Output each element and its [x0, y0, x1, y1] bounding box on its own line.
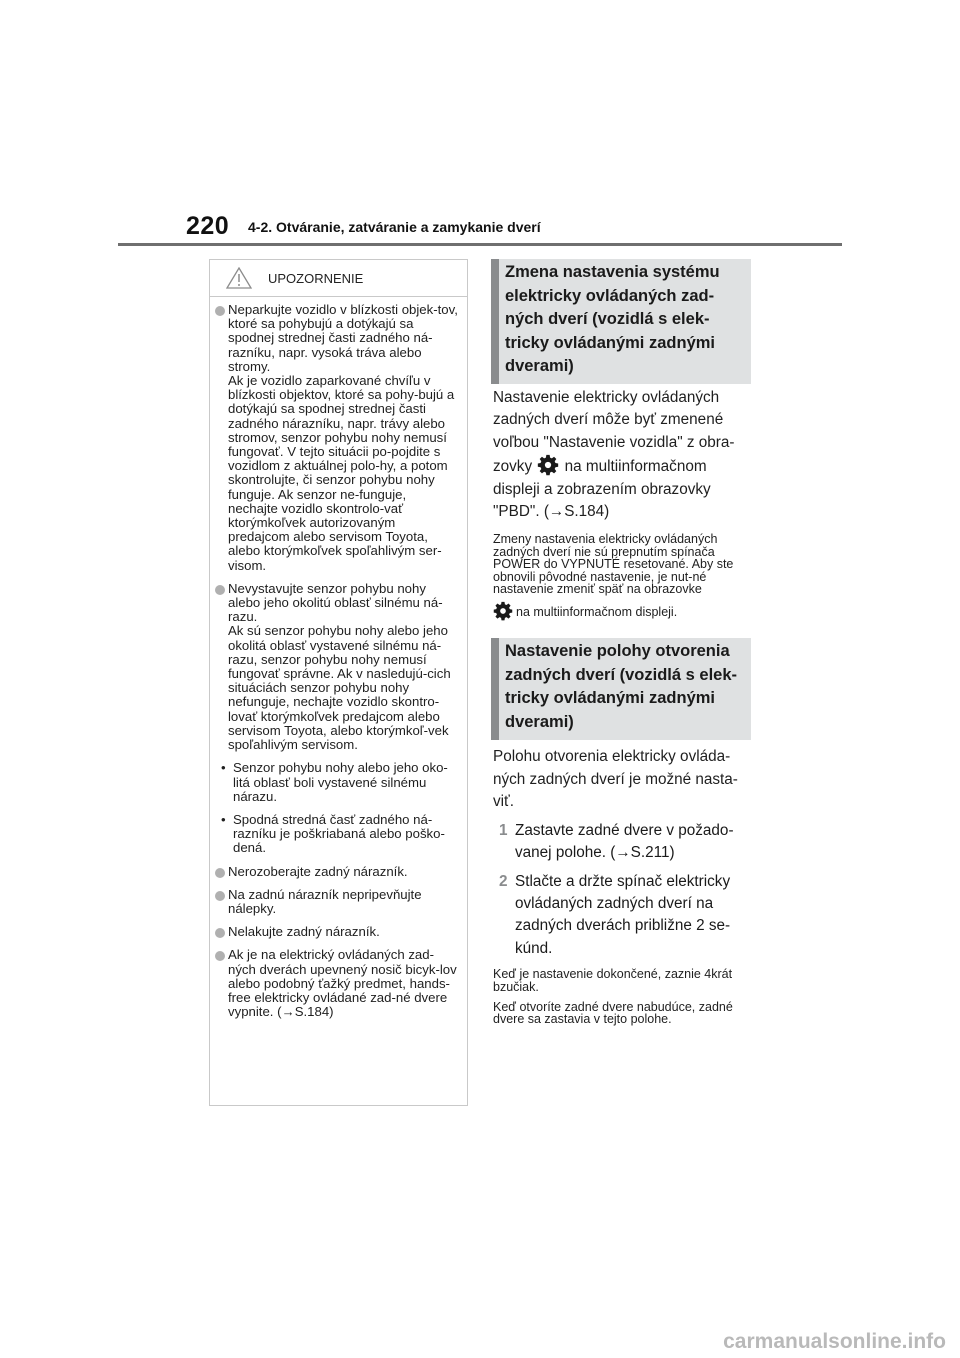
- step-item: [491, 871, 751, 961]
- warning-title: UPOZORNENIE: [268, 271, 364, 286]
- warning-item-text: Nevystavujte senzor pohybu nohy alebo jeho okolitú oblasť silnému ná-razu.: [228, 580, 443, 625]
- step-text: Zastavte zadné dvere v požado-vanej polohe. (→S.211): [515, 821, 734, 862]
- bullet-dot-icon: [215, 585, 225, 595]
- warning-item-text: Ak je na elektrický ovládaných zad-ných dverách upevnený nosič bicyk-lov alebo podobný ťažký predmet, hands-free elektricky ovládané zad-né dvere vypnite. (→S.184): [228, 947, 457, 1020]
- bullet-dot-icon: [215, 306, 225, 316]
- note-text: Zmeny nastavenia elektricky ovládaných zadných dverí nie sú prepnutím spínača POWER do VYPNUTÉ resetované. Aby ste obnovili pôvodné nastavenie, je nut-né nastavenie zmeniť späť na obrazovke: [493, 532, 734, 597]
- warning-item-text: Nelakujte zadný nárazník.: [228, 924, 380, 940]
- page-header: [0, 0, 960, 250]
- section-paragraph: [491, 387, 751, 523]
- watermark: carmanualsonline.info: [723, 1330, 946, 1353]
- step-text: Stlačte a držte spínač elektricky ovládaných zadných dverí na zadných dverách približne 2 se-kúnd.: [515, 872, 731, 957]
- warning-body: [210, 297, 467, 1019]
- step-number: 1: [499, 821, 508, 839]
- section-paragraph: Polohu otvorenia elektricky ovláda-ných zadných dverí je možné nasta-viť.: [493, 748, 738, 811]
- header-divider: [118, 243, 842, 246]
- paragraph-text: Nastavenie elektricky ovládaných zadných dverí môže byť zmenené voľbou "Nastavenie vozidla" z obra-zovky: [493, 389, 735, 476]
- warning-item-detail: Ak je vozidlo zaparkované chvíľu v blízkosti objektov, ktoré sa pohy-bujú a dotýkajú sa spodnej strednej časti zadného nárazníku, napr. trávy alebo stromov, senzor pohybu nohy nemusí fungovať. V tejto situácii po-pojdite s vozidlom z aktuálnej polo-hy, a potom skontrolujte, či senzor pohybu nohy funguje. Ak senzor ne-funguje, nechajte vozidlo skontrolo-vať ktorýmkoľvek autorizovaným predajcom alebo servisom Toyota, alebo ktorýmkoľvek spoľahlivým ser-visom.: [228, 373, 455, 573]
- gear-icon: [493, 601, 513, 621]
- bullet-dot-icon: [215, 868, 225, 878]
- warning-item-text: Neparkujte vozidlo v blízkosti objek-tov, ktoré sa pohybujú a dotýkajú sa spodnej strednej časti zadného ná-razníku, napr. vysoká tráva alebo stromy.: [228, 302, 458, 374]
- warning-item-text: Nerozoberajte zadný nárazník.: [228, 863, 408, 879]
- right-column: [491, 259, 751, 1026]
- warning-triangle-icon: [226, 267, 252, 289]
- warning-item: [215, 888, 459, 916]
- bullet-dot-icon: [215, 891, 225, 901]
- page-number: 220: [186, 212, 230, 240]
- warning-item: [215, 303, 459, 573]
- warning-item: [215, 925, 459, 939]
- step-item: [491, 820, 751, 865]
- section-note: [491, 601, 751, 621]
- sub-bullet-text: Senzor pohybu nohy alebo jeho oko-litá oblasť boli vystavené silnému nárazu.: [233, 760, 448, 804]
- paragraph-text: na multiinformačnom displeji a zobrazením obrazovky "PBD". (→S.184): [493, 458, 711, 521]
- step-number: 2: [499, 872, 508, 890]
- warning-box: [209, 259, 468, 1106]
- warning-item-text: Na zadnú nárazník nepripevňujte nálepky.: [228, 886, 422, 916]
- warning-header: [210, 260, 467, 297]
- section-heading: Nastavenie polohy otvorenia zadných dverí (vozidlá s elek-tricky ovládanými zadnými dverami): [491, 638, 751, 740]
- section-heading: Zmena nastavenia systému elektricky ovládaných zad-ných dverí (vozidlá s elek-tricky ovládanými zadnými dverami): [491, 259, 751, 384]
- warning-item-detail: Ak sú senzor pohybu nohy alebo jeho okolitá oblasť vystavené silnému ná-razu, senzor pohybu nohy nemusí fungovať správne. Ak v nasledujú-cich situáciách senzor pohybu nohy nefunguje, nechajte vozidlo skontro-lovať ktorýmkoľvek predajcom alebo servisom Toyota, alebo ktorýmkoľ-vek spoľahlivým servisom.: [228, 623, 451, 753]
- chapter-title: 4-2. Otváranie, zatváranie a zamykanie dverí: [248, 219, 541, 235]
- warning-item: [215, 948, 459, 1019]
- section-note: Keď otvoríte zadné dvere nabudúce, zadné dvere sa zastavia v tejto polohe.: [493, 999, 733, 1027]
- warning-item: [215, 582, 459, 752]
- bullet-dot-icon: [215, 951, 225, 961]
- warning-sub-bullet: • Spodná stredná časť zadného ná-razníku je poškriabaná alebo poško-dená.: [221, 811, 445, 856]
- warning-item: [215, 865, 459, 879]
- bullet-dot-icon: [215, 928, 225, 938]
- section-note: Keď je nastavenie dokončené, zaznie 4krát bzučiak.: [493, 967, 733, 994]
- sub-bullet-text: Spodná stredná časť zadného ná-razníku je poškriabaná alebo poško-dená.: [233, 811, 445, 856]
- note-text: na multiinformačnom displeji.: [516, 605, 678, 620]
- section-note: [491, 533, 751, 595]
- warning-sub-bullet: • Senzor pohybu nohy alebo jeho oko-litá oblasť boli vystavené silnému nárazu.: [221, 760, 448, 804]
- gear-icon: [537, 454, 559, 476]
